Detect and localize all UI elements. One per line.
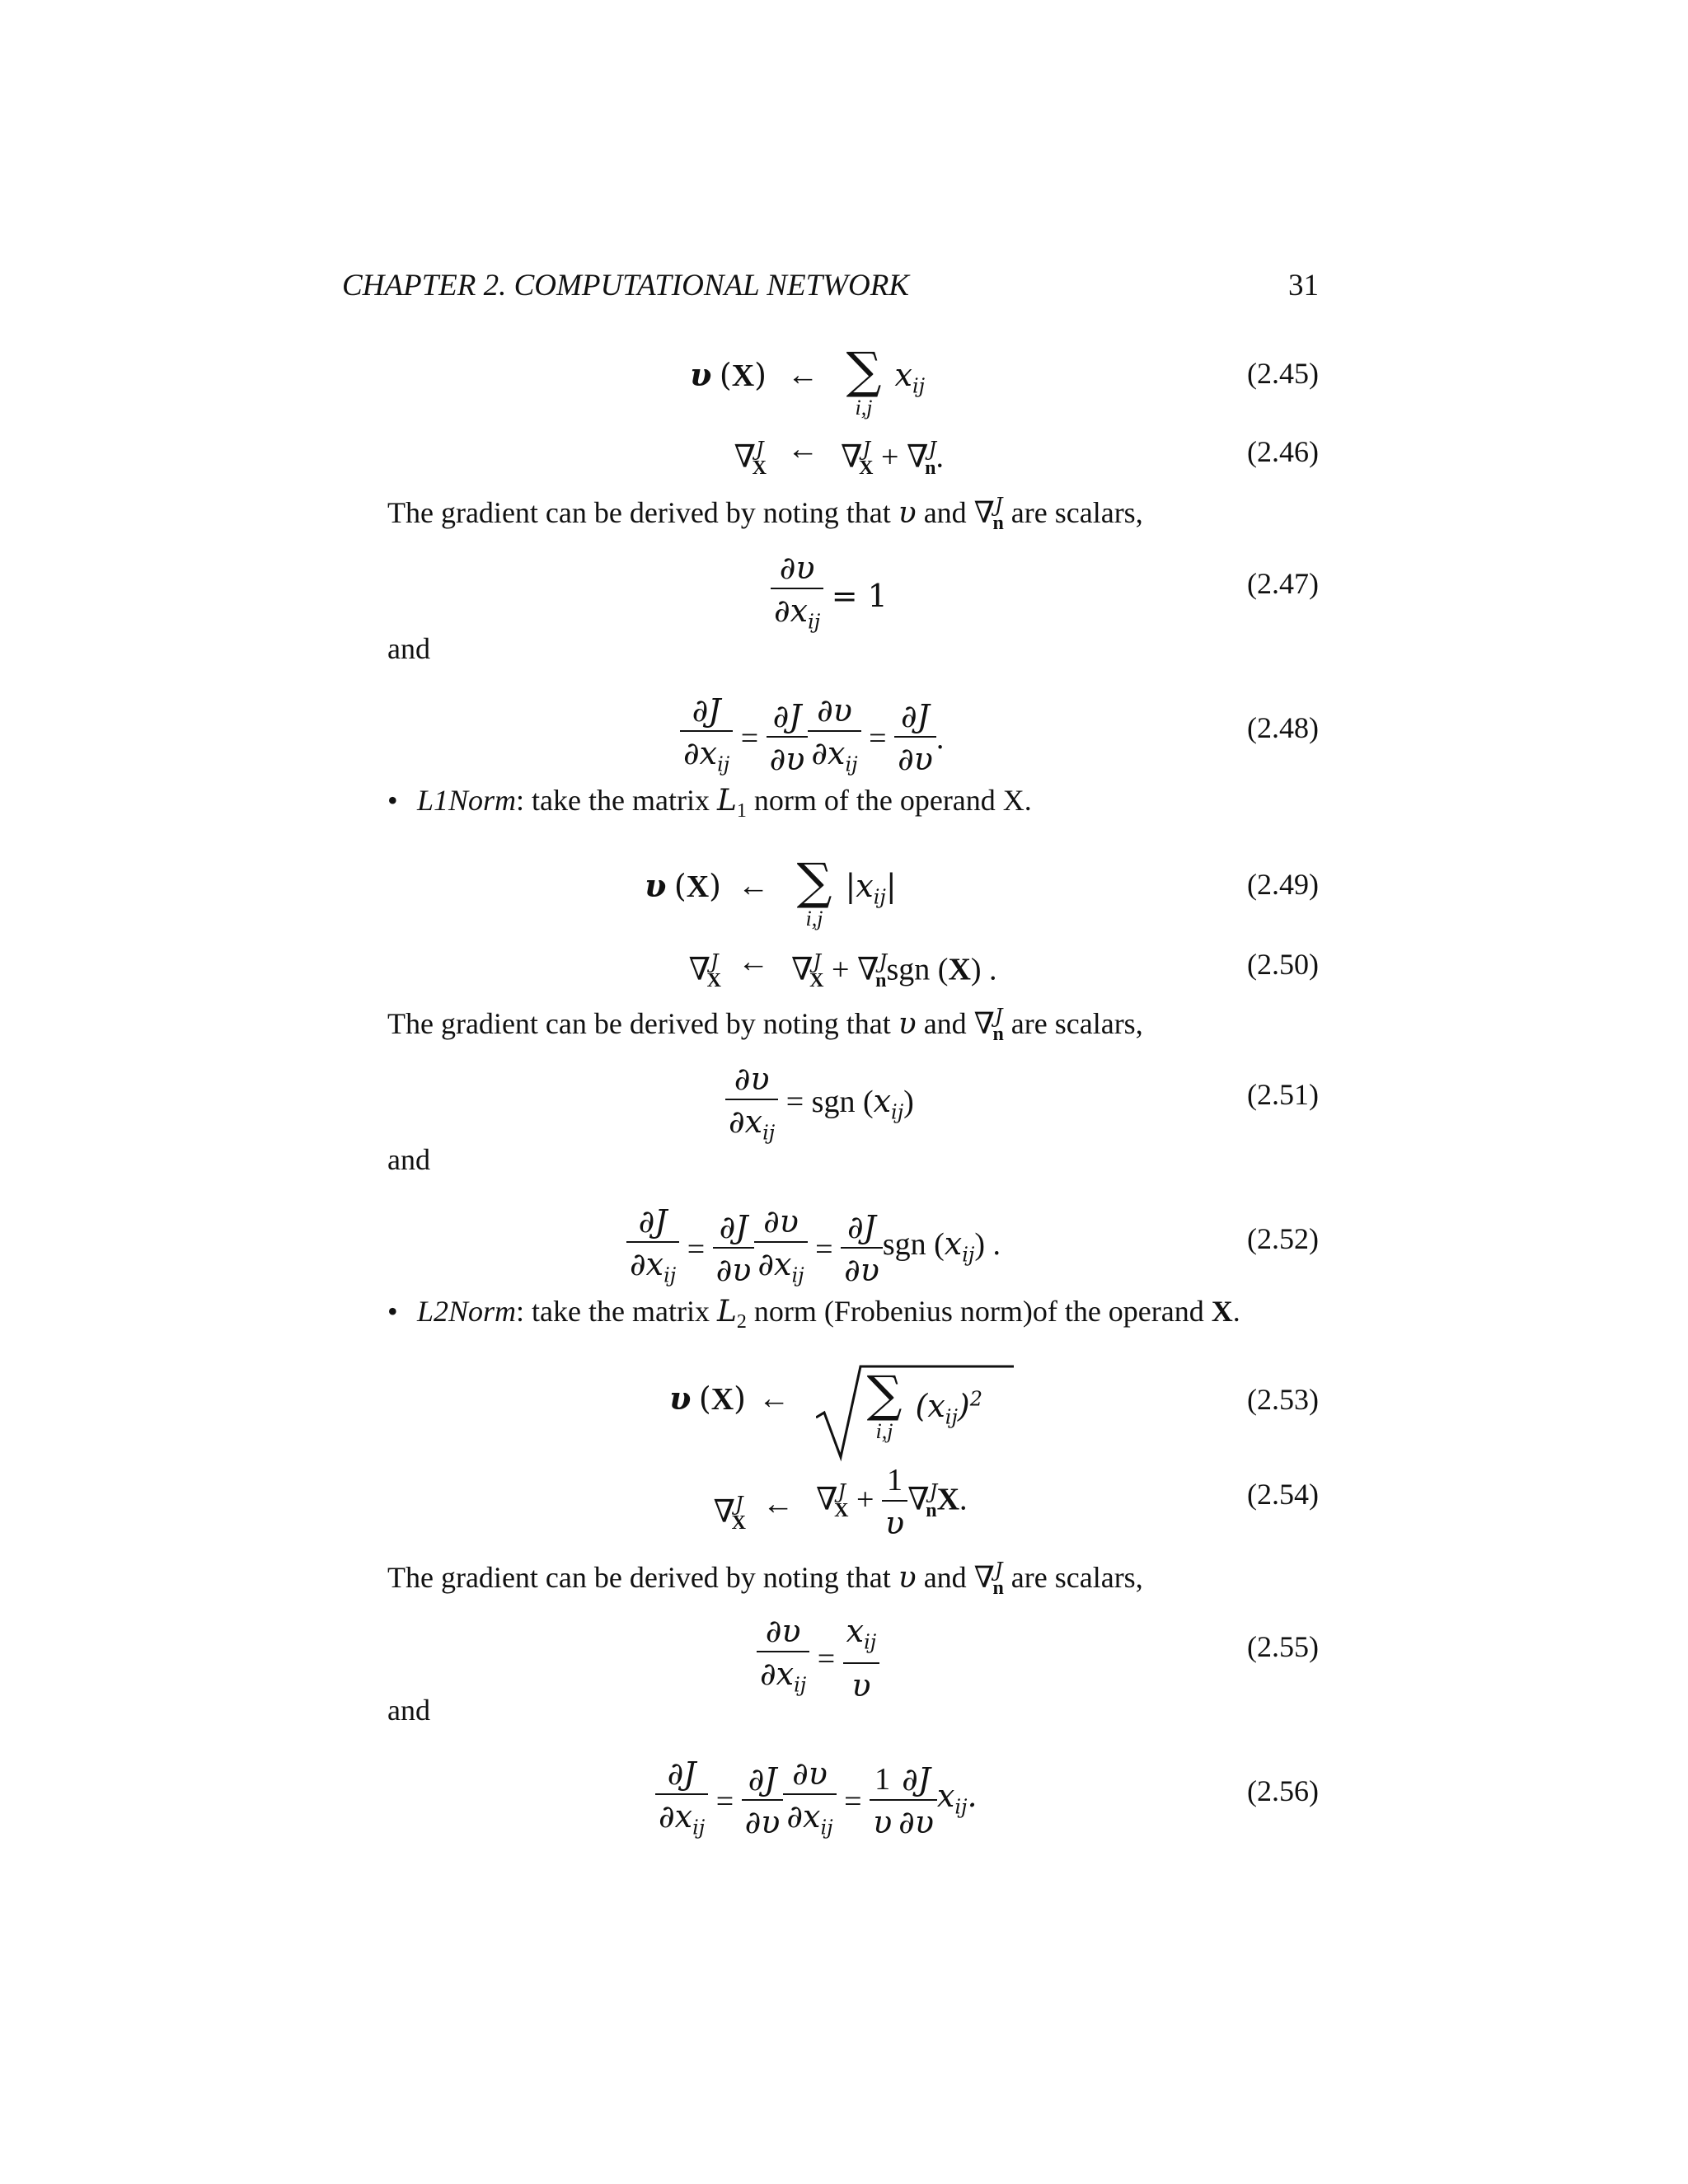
paragraph: and (387, 632, 430, 665)
equation-2-48: $\frac{\partial J}{\partial x_{ij}}$ = $\frac{\partial J}{\partial\upsilon}$ $\frac{\partial\upsilon}{\partial x_{ij}}$ = $\frac{\partial J}{\partial\upsilon}$ . (680, 691, 944, 786)
paragraph: The gradient can be derived by noting that υ and ∇$^J_n$ are scalars, (387, 1005, 1143, 1046)
text-span: and (923, 1561, 967, 1594)
bullet-l1norm: • L1Norm: take the matrix $L_1$ norm of the operand X. (387, 784, 1032, 823)
chapter-title: CHAPTER 2. COMPUTATIONAL NETWORK (342, 269, 909, 302)
paragraph: The gradient can be derived by noting that υ and ∇$^J_n$ are scalars, (387, 494, 1143, 535)
equation-number: (2.49) (1247, 868, 1319, 901)
equation-2-54: ∇$^J_X$ ← ∇$^J_X$ + $\frac{1}{\upsilon}$ ∇$^J_n$X. (688, 1460, 1183, 1551)
text-span: L1Norm (417, 784, 517, 817)
paragraph: The gradient can be derived by noting that υ and ∇$^J_n$ are scalars, (387, 1558, 1143, 1600)
equation-2-49: υ (X) ← ∑ i,j $|x_{ij}|$ (645, 853, 897, 930)
page-number: 31 (1288, 269, 1319, 302)
equation-number: (2.54) (1247, 1478, 1319, 1511)
equation-number: (2.45) (1247, 357, 1319, 390)
equation-2-51: $\frac{\partial\upsilon}{\partial x_{ij}}$ = sgn $(x_{ij})$ (725, 1059, 914, 1155)
page: CHAPTER 2. COMPUTATIONAL NETWORK 31 υ (X) ← ∑ i,j $x_{ij}$ (2.45) ∇$^J_X$ ← ∇$^J_X$ + ∇$^J_n$. (2.46) The gradient can be derived by noting that υ and ∇$^J_n$ are scalars, $\frac{\partial\upsilon}{\partial x_{ij}}$ = 1 (2.47) and $\frac{\partial J}{\partial x_{ij}}$ = $\frac{\partial J}{\partial\upsilon}$ $\frac{\partial\upsilon}{\partial x_{ij}}$ = $\frac{\partial J}{\partial\upsilon}$ . (2.48) • L1Norm: take the matrix $L_1$ norm of the operand X. υ (X) ← ∑ i,j $|x_{ij}|$ (2.49) ∇$^J_X$ ← ∇$^J_X$ + ∇$^J_n$sgn (X) . (2.50) The gradient can be derived by noting that υ and ∇$^J_n$ are scalars, $\frac{\partial\upsilon}{\partial x_{ij}}$ = sgn $(x_{ij})$ (2.51) and $\frac{\partial J}{\partial x_{ij}}$ = $\frac{\partial J}{\partial\upsilon}$ $\frac{\partial\upsilon}{\partial x_{ij}}$ = $\frac{\partial J}{\partial\upsilon}$ sgn $(x_{ij})$ . (2.52) • L2Norm: take the matrix $L_2$ norm (Frobenius norm)of the operand X. υ (X) ← ∑ i,j $(x_{ij})^2$ (2.53) ∇$^J_X$ ← ∇$^J_X$ + $\frac{1}{\upsilon}$ ∇$^J_n$X. (2.54) The gradient can be derived by noting that υ and ∇$^J_n$ are scalars, $\frac{\partial\upsilon}{\partial x_{ij}}$ = $\frac{x_{ij}}{\upsilon}$ (2.55) and $\frac{\partial J}{\partial x_{ij}}$ = $\frac{\partial J}{\partial\upsilon}$ $\frac{\partial\upsilon}{\partial x_{ij}}$ = $\frac{1}{\upsilon}$ $\frac{\partial J}{\partial\upsilon}$ $x_{ij}$. (2.56) (0, 0, 1688, 2184)
text-span: are scalars, (1010, 496, 1143, 529)
equation-number: (2.46) (1247, 435, 1319, 468)
equation-2-52: $\frac{\partial J}{\partial x_{ij}}$ = $\frac{\partial J}{\partial\upsilon}$ $\frac{\partial\upsilon}{\partial x_{ij}}$ = $\frac{\partial J}{\partial\upsilon}$ sgn $(x_{ij})$ . (626, 1202, 1001, 1297)
equation-number: (2.51) (1247, 1078, 1319, 1111)
equation-number: (2.48) (1247, 711, 1319, 744)
text-span: The gradient can be derived by noting that (387, 1007, 891, 1040)
text-span: L2Norm (417, 1295, 517, 1328)
equation-number: (2.50) (1247, 948, 1319, 981)
equation-number: (2.52) (1247, 1222, 1319, 1255)
equation-number: (2.56) (1247, 1774, 1319, 1807)
text-span: are scalars, (1010, 1561, 1143, 1594)
equation-number: (2.47) (1247, 567, 1319, 600)
paragraph: and (387, 1694, 430, 1727)
text-span: : take the matrix (516, 1295, 710, 1328)
text-span: The gradient can be derived by noting that (387, 496, 891, 529)
text-span: : take the matrix (516, 784, 710, 817)
text-span: . (1232, 1295, 1240, 1328)
equation-2-47: $\frac{\partial\upsilon}{\partial x_{ij}}$ = 1 (771, 548, 888, 644)
text-span: are scalars, (1010, 1007, 1143, 1040)
bullet-l2norm: • L2Norm: take the matrix $L_2$ norm (Frobenius norm)of the operand X. (387, 1295, 1240, 1333)
text-span: and (923, 1007, 967, 1040)
text-span: X (1211, 1295, 1233, 1328)
equation-2-55: $\frac{\partial\upsilon}{\partial x_{ij}}$ = $\frac{x_{ij}}{\upsilon}$ (757, 1611, 879, 1707)
equation-2-45: υ (X) ← ∑ i,j $x_{ij}$ (690, 342, 926, 419)
text-span: norm of the operand X. (753, 784, 1032, 817)
text-span: and (923, 496, 967, 529)
equation-number: (2.53) (1247, 1383, 1319, 1416)
equation-2-56: $\frac{\partial J}{\partial x_{ij}}$ = $\frac{\partial J}{\partial\upsilon}$ $\frac{\partial\upsilon}{\partial x_{ij}}$ = $\frac{1}{\upsilon}$ $\frac{\partial J}{\partial\upsilon}$ $x_{ij}$. (655, 1754, 978, 1849)
equation-2-53: υ (X) ← ∑ i,j $(x_{ij})^2$ (655, 1360, 1150, 1467)
equation-number: (2.55) (1247, 1630, 1319, 1663)
text-span: norm (Frobenius norm)of the operand (753, 1295, 1204, 1328)
paragraph: and (387, 1143, 430, 1176)
text-span: The gradient can be derived by noting that (387, 1561, 891, 1594)
